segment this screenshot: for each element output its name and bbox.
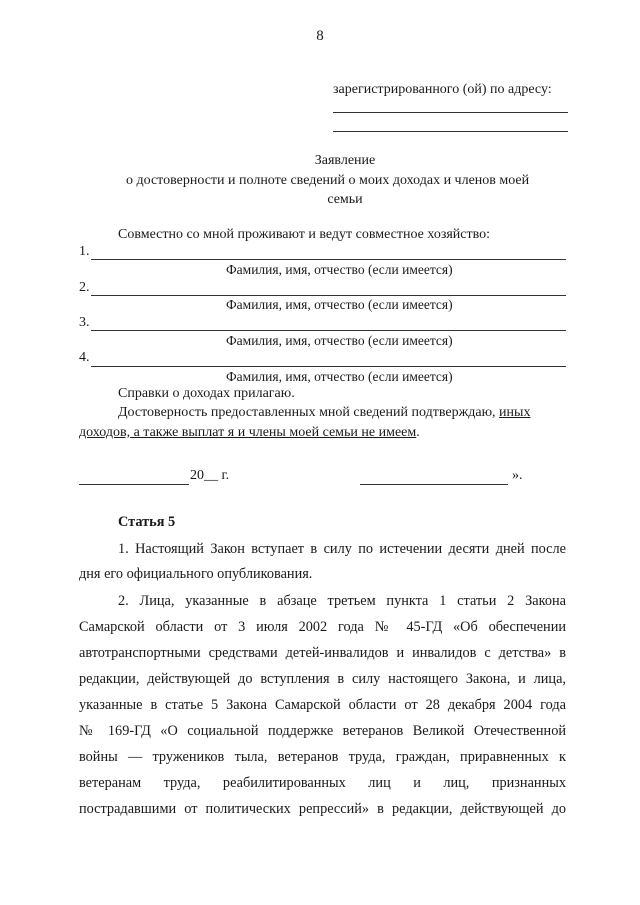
signature-line[interactable]	[360, 484, 508, 485]
address-line-1[interactable]	[333, 112, 568, 113]
confirm-line-2	[79, 425, 420, 441]
confirm-end: .	[416, 425, 420, 440]
entry-line-3[interactable]	[91, 330, 566, 331]
date-line[interactable]	[79, 484, 189, 485]
article-p1-line-1: 1. Настоящий Закон вступает в силу по истечении десяти дней после	[118, 541, 566, 557]
form-subtitle-line-1: о достоверности и полноте сведений о моих доходах и членов моей	[126, 173, 530, 188]
article-p2-line: указанные в статье 5 Закона Самарской области от 28 декабря 2004 года	[79, 697, 566, 713]
article-p2-line: ветеранам труда, реабилитированных лиц и лиц, признанных	[79, 775, 566, 791]
entry-number-2: 2.	[79, 280, 90, 295]
form-subtitle-line-2: семьи	[327, 192, 363, 207]
article-p2-line: автотранспортными средствами детей-инвалидов и инвалидов с детства» в	[79, 645, 566, 661]
entry-line-1[interactable]	[91, 259, 566, 260]
address-line-2[interactable]	[333, 131, 568, 132]
entry-line-2[interactable]	[91, 295, 566, 296]
entry-caption-2: Фамилия, имя, отчество (если имеется)	[226, 297, 453, 312]
entry-number-4: 4.	[79, 350, 90, 365]
entry-caption-4: Фамилия, имя, отчество (если имеется)	[226, 369, 453, 384]
confirm-underlined-2: доходов, а также выплат я и члены моей семьи не имеем	[79, 425, 417, 440]
entry-number-3: 3.	[79, 315, 90, 330]
article-p2-line: № 169-ГД «О социальной поддержке ветеранов Великой Отечественной	[79, 723, 566, 739]
page-number: 8	[316, 28, 324, 44]
attached-note: Справки о доходах прилагаю.	[118, 386, 295, 401]
form-title: Заявление	[314, 153, 376, 168]
entry-caption-3: Фамилия, имя, отчество (если имеется)	[226, 333, 453, 348]
address-label: зарегистрированного (ой) по адресу:	[333, 82, 552, 97]
confirm-line-1	[118, 405, 530, 421]
article-p2-line: 2. Лица, указанные в абзаце третьем пункта 1 статьи 2 Закона	[118, 593, 566, 609]
article-p1-line-2: дня его официального опубликования.	[79, 566, 313, 582]
article-heading: Статья 5	[118, 514, 176, 530]
confirm-plain: Достоверность предоставленных мной сведений подтверждаю,	[118, 405, 500, 420]
entry-number-1: 1.	[79, 244, 90, 259]
signature-end: ».	[512, 468, 523, 483]
date-year: 20__ г.	[190, 468, 230, 483]
article-p2-line: пострадавшими от политических репрессий» в редакции, действующей до	[79, 801, 566, 817]
confirm-underlined-1: иных	[499, 405, 531, 420]
article-p2-line: войны — тружеников тыла, ветеранов труда, граждан, приравненных к	[79, 749, 566, 765]
entry-line-4[interactable]	[91, 366, 566, 367]
article-p2-line: Самарской области от 3 июля 2002 года № 45-ГД «Об обеспечении	[79, 619, 566, 635]
cohabitants-intro: Совместно со мной проживают и ведут совместное хозяйство:	[118, 227, 491, 242]
entry-caption-1: Фамилия, имя, отчество (если имеется)	[226, 262, 453, 277]
article-p2-line: редакции, действующей до вступления в силу настоящего Закона, и лица,	[79, 671, 566, 687]
